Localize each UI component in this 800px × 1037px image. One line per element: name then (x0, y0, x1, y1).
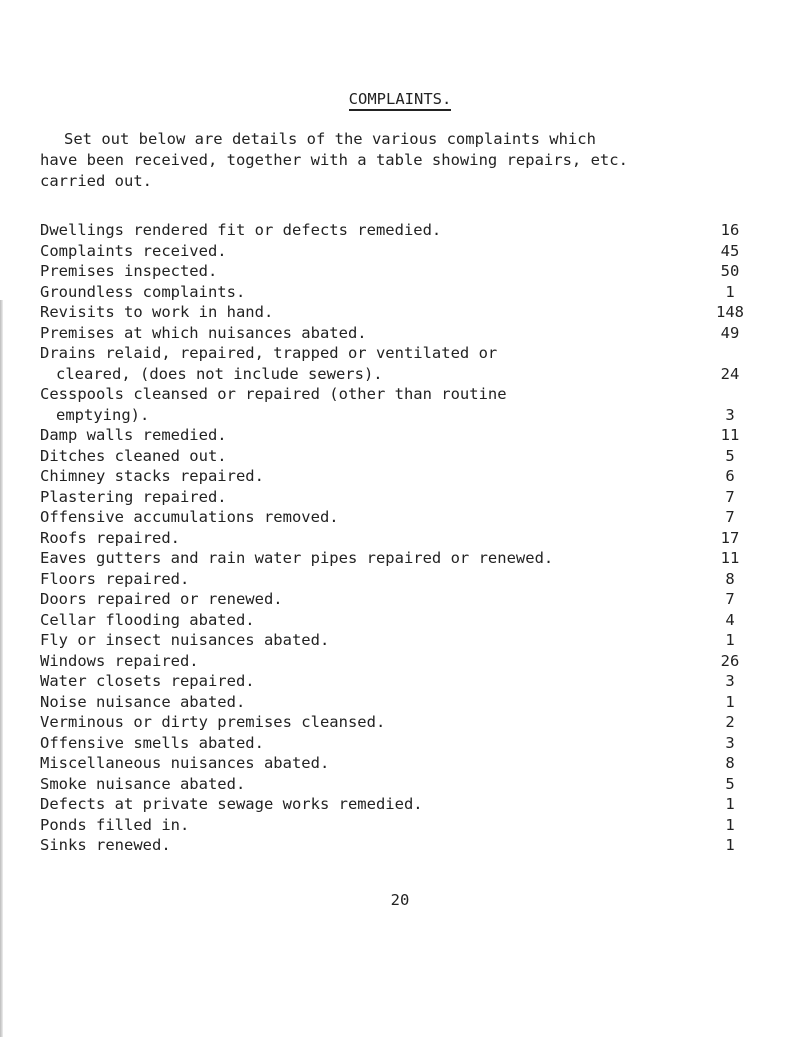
item-count: 1 (725, 282, 735, 301)
list-item (40, 507, 770, 528)
item-label: Noise nuisance abated. (40, 692, 246, 711)
item-count: 26 (720, 651, 740, 670)
item-count: 1 (725, 692, 735, 711)
item-label: Fly or insect nuisances abated. (40, 631, 330, 649)
item-label: Premises inspected. (40, 262, 218, 280)
list-item (40, 282, 770, 303)
item-count: 16 (720, 221, 740, 239)
item-label: Cellar flooding abated. (40, 610, 255, 629)
item-label: Ponds filled in. (40, 815, 190, 834)
item-label: Premises at which nuisances abated. (40, 323, 367, 342)
item-count: 8 (725, 569, 735, 588)
item-label: Floors repaired. (40, 569, 190, 588)
item-label: Eaves gutters and rain water pipes repaired or renewed. (40, 549, 554, 567)
list-item (40, 487, 770, 508)
list-item (40, 466, 770, 487)
list-item (40, 323, 770, 344)
item-count: 1 (725, 795, 735, 813)
intro-line: carried out. (40, 172, 152, 190)
item-label: Complaints received. (40, 241, 227, 260)
list-item (40, 528, 770, 549)
item-count: 8 (725, 754, 735, 772)
binding-edge (0, 300, 3, 1037)
item-count: 11 (720, 426, 740, 444)
list-item (40, 794, 770, 815)
item-label: Drains relaid, repaired, trapped or ventilated or (40, 344, 498, 362)
item-count: 24 (720, 364, 740, 383)
item-count: 50 (720, 262, 740, 280)
list-item (40, 425, 770, 446)
list-item (40, 651, 770, 672)
item-label: Offensive smells abated. (40, 733, 264, 752)
item-count: 45 (720, 241, 740, 260)
item-count: 6 (725, 467, 735, 485)
item-count: 3 (725, 405, 735, 424)
list-item (40, 753, 770, 774)
intro-line: have been received, together with a table showing repairs, etc. (40, 151, 628, 169)
item-count: 5 (725, 774, 735, 793)
item-label: Offensive accumulations removed. (40, 508, 339, 526)
item-label: Defects at private sewage works remedied. (40, 795, 423, 813)
page-number: 20 (390, 891, 410, 909)
complaints-list (40, 220, 770, 856)
item-count: 7 (725, 508, 735, 526)
item-count: 1 (725, 631, 735, 649)
item-label: Water closets repaired. (40, 672, 255, 690)
list-item (40, 835, 770, 856)
item-count: 3 (725, 733, 735, 752)
item-count: 2 (725, 713, 735, 731)
item-label: Sinks renewed. (40, 836, 171, 854)
item-count: 49 (720, 323, 740, 342)
page-title-text: COMPLAINTS. (349, 90, 452, 111)
item-label: Dwellings rendered fit or defects remedied. (40, 221, 442, 239)
item-label: Roofs repaired. (40, 528, 180, 547)
item-label: Windows repaired. (40, 651, 199, 670)
item-label: Verminous or dirty premises cleansed. (40, 713, 386, 731)
item-label: Ditches cleaned out. (40, 446, 227, 465)
item-count: 3 (725, 672, 735, 690)
list-item (40, 692, 770, 713)
item-label-continued: cleared, (does not include sewers). (56, 364, 383, 383)
item-label: Smoke nuisance abated. (40, 774, 246, 793)
item-label: Damp walls remedied. (40, 426, 227, 444)
list-item (40, 630, 770, 651)
list-item (40, 302, 770, 323)
list-item (40, 671, 770, 692)
item-label: Cesspools cleansed or repaired (other than routine (40, 385, 507, 403)
list-item (40, 610, 770, 631)
item-count: 7 (725, 487, 735, 506)
item-count: 148 (716, 303, 744, 321)
intro-paragraph (40, 129, 780, 192)
list-item (40, 712, 770, 733)
item-label: Miscellaneous nuisances abated. (40, 754, 330, 772)
item-label: Revisits to work in hand. (40, 303, 274, 321)
item-count: 11 (720, 549, 740, 567)
item-label: Doors repaired or renewed. (40, 590, 283, 608)
list-item (40, 774, 770, 795)
page-title (0, 90, 800, 108)
list-item (40, 446, 770, 467)
list-item (40, 343, 770, 384)
item-count: 5 (725, 446, 735, 465)
list-item (40, 569, 770, 590)
list-item (40, 548, 770, 569)
list-item (40, 589, 770, 610)
list-item (40, 220, 770, 241)
list-item (40, 384, 770, 425)
item-label: Groundless complaints. (40, 282, 246, 301)
list-item (40, 241, 770, 262)
list-item (40, 261, 770, 282)
intro-line: Set out below are details of the various complaints which (64, 130, 596, 148)
list-item (40, 733, 770, 754)
list-item (40, 815, 770, 836)
item-count: 1 (725, 836, 735, 854)
item-count: 7 (725, 590, 735, 608)
item-count: 4 (725, 610, 735, 629)
item-count: 17 (720, 528, 740, 547)
item-count: 1 (725, 815, 735, 834)
item-label-continued: emptying). (56, 405, 150, 424)
item-label: Plastering repaired. (40, 487, 227, 506)
item-label: Chimney stacks repaired. (40, 467, 264, 485)
